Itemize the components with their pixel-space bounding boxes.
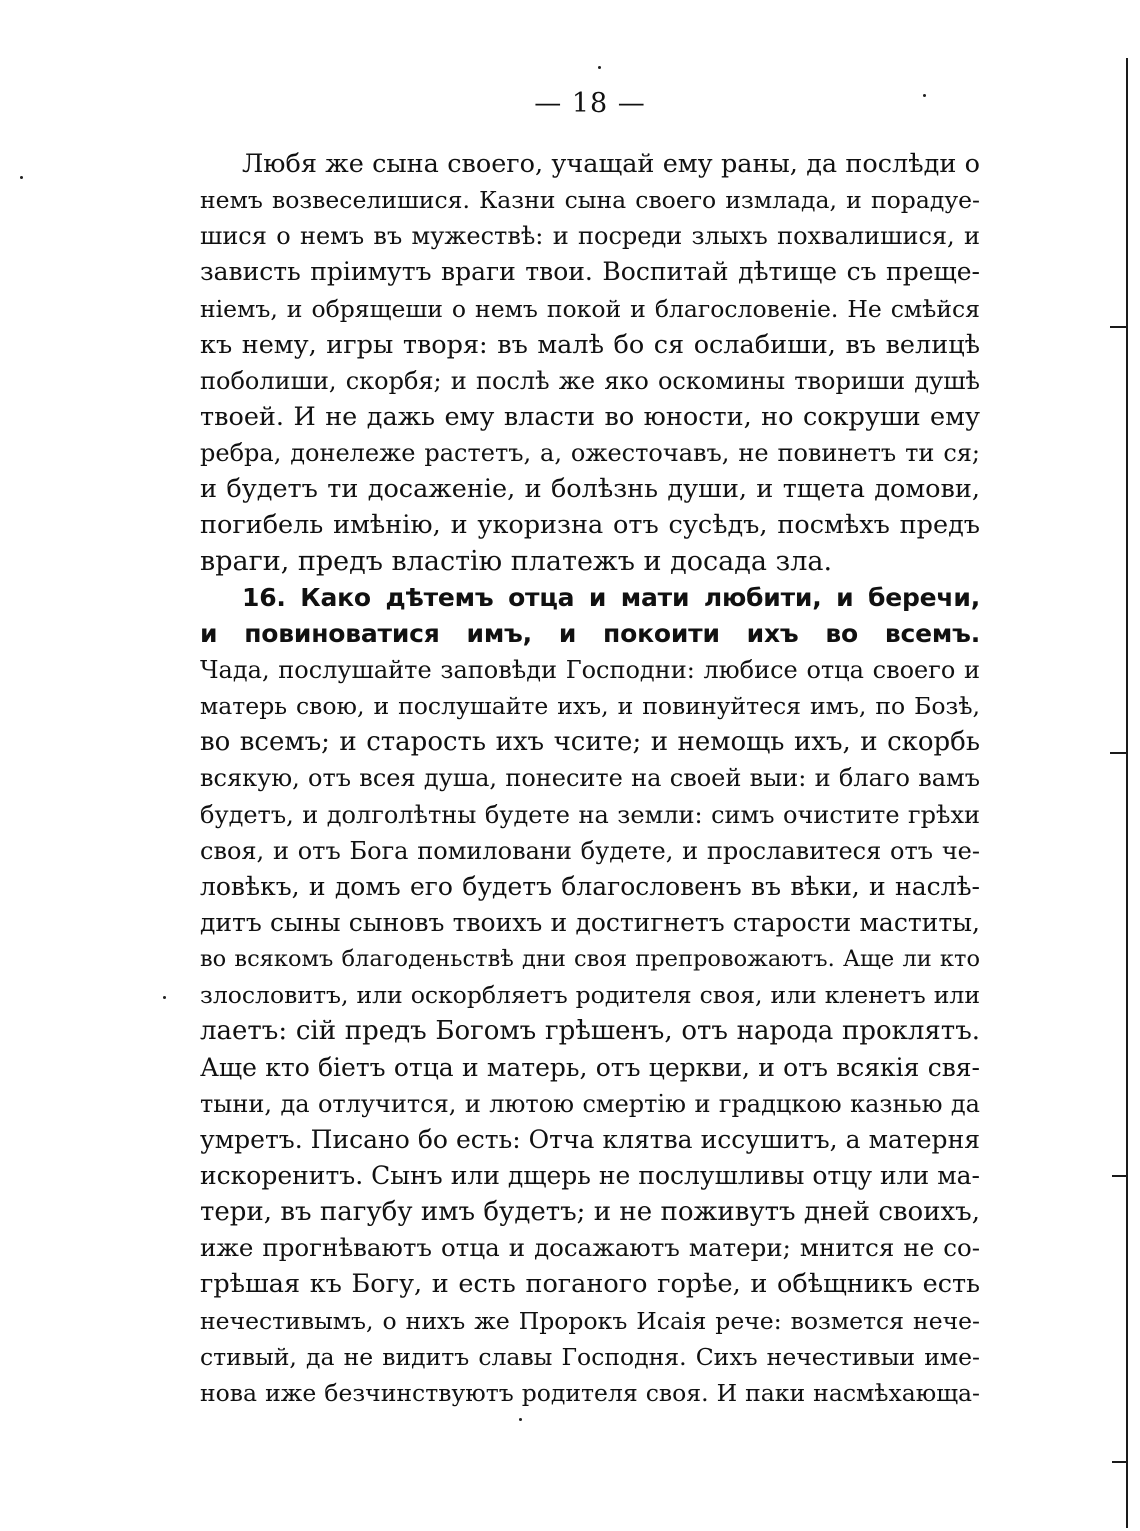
edge-tick: [1110, 752, 1128, 754]
ink-speck: [163, 996, 166, 999]
text-line: грѣшая къ Богу, и есть поганого горѣе, и обѣщникъ есть: [200, 1269, 980, 1300]
ink-speck: [598, 66, 601, 69]
text-line: матерь свою, и послушайте ихъ, и повинуйтеся имъ, по Бозѣ,: [200, 692, 980, 721]
text-line: умретъ. Писано бо есть: Отча клятва иссушитъ, а матерня: [200, 1124, 980, 1154]
heading-line: 16. Како дѣтемъ отца и мати любити, и беречи,: [242, 582, 980, 612]
text-line: шися о немъ въ мужествѣ: и посреди злыхъ похвалишися, и: [200, 222, 980, 251]
text-line: лаетъ: сій предъ Богомъ грѣшенъ, отъ народа проклятъ.: [200, 1016, 980, 1047]
edge-tick: [1112, 1461, 1128, 1463]
heading-line: и повиноватися имъ, и покоити ихъ во всемъ.: [200, 618, 980, 648]
text-line: враги, предъ властію платежъ и досада зла.: [200, 545, 833, 577]
text-line: дитъ сыны сыновъ твоихъ и достигнетъ старости маститы,: [200, 907, 980, 937]
text-line: ловѣкъ, и домъ его будетъ благословенъ въ вѣки, и наслѣ-: [200, 871, 980, 901]
text-line: всякую, отъ всея душа, понесите на своей выи: и благо вамъ: [200, 764, 980, 793]
text-line: злословитъ, или оскорбляетъ родителя своя, или кленетъ или: [200, 981, 980, 1010]
text-line: Аще кто біетъ отца и матерь, отъ церкви, и отъ всякія свя-: [200, 1052, 980, 1082]
text-line: Любя же сына своего, учащай ему раны, да послѣди о: [242, 149, 980, 179]
text-line: немъ возвеселишися. Казни сына своего измлада, и порадуе-: [200, 186, 980, 215]
text-line: стивый, да не видитъ славы Господня. Сихъ нечестивыи име-: [200, 1342, 980, 1371]
text-line: искоренитъ. Сынъ или дщерь не послушливы отцу или ма-: [200, 1160, 980, 1190]
text-line: и будетъ ти досаженіе, и болѣзнь души, и тщета домови,: [200, 474, 980, 505]
text-line: во всякомъ благоденьствѣ дни своя препровожаютъ. Аще ли кто: [200, 946, 980, 973]
text-line: погибель имѣнію, и укоризна отъ сусѣдъ, посмѣхъ предъ: [200, 510, 980, 541]
text-line: нечестивымъ, о нихъ же Пророкъ Исаія рече: возмется нече-: [200, 1306, 980, 1335]
text-line: иже прогнѣваютъ отца и досажаютъ матери; мнится не со-: [200, 1233, 980, 1263]
text-line: нова иже безчинствуютъ родителя своя. И паки насмѣхающа-: [200, 1378, 980, 1407]
text-line: Чада, послушайте заповѣди Господни: любисе отца своего и: [200, 655, 980, 684]
text-line: во всемъ; и старость ихъ чсите; и немощь ихъ, и скорбь: [200, 727, 980, 758]
body-text: [200, 146, 980, 1411]
ink-speck: [519, 1418, 522, 1421]
page-number: — 18 —: [534, 88, 646, 119]
edge-tick: [1110, 326, 1128, 328]
text-line: твоей. И не дажь ему власти во юности, но сокруши ему: [200, 401, 980, 432]
page-edge-line: [1126, 58, 1128, 1528]
text-line: своя, и отъ Бога помиловани будете, и прославитеся отъ че-: [200, 836, 980, 865]
text-line: зависть пріимутъ враги твои. Воспитай дѣтище съ преще-: [200, 257, 980, 287]
paragraph: [200, 652, 980, 1411]
text-line: поболиши, скорбя; и послѣ же яко оскомины твориши душѣ: [200, 366, 980, 395]
text-line: къ нему, игры творя: въ малѣ бо ся ослабиши, въ велицѣ: [200, 329, 980, 360]
ink-speck: [20, 176, 23, 179]
paragraph: [200, 146, 980, 580]
text-line: ніемъ, и обрящеши о немъ покой и благословеніе. Не смѣйся: [200, 294, 980, 323]
text-line: тери, въ пагубу имъ будетъ; и не поживутъ дней своихъ,: [200, 1197, 980, 1228]
edge-tick: [1112, 1175, 1128, 1177]
section-heading: [200, 580, 980, 652]
text-line: будетъ, и долголѣтны будете на земли: симъ очистите грѣхи: [200, 800, 980, 829]
text-line: ребра, донележе растетъ, а, ожесточавъ, не повинетъ ти ся;: [200, 439, 980, 468]
text-line: тыни, да отлучится, и лютою смертію и градцкою казнью да: [200, 1089, 980, 1118]
